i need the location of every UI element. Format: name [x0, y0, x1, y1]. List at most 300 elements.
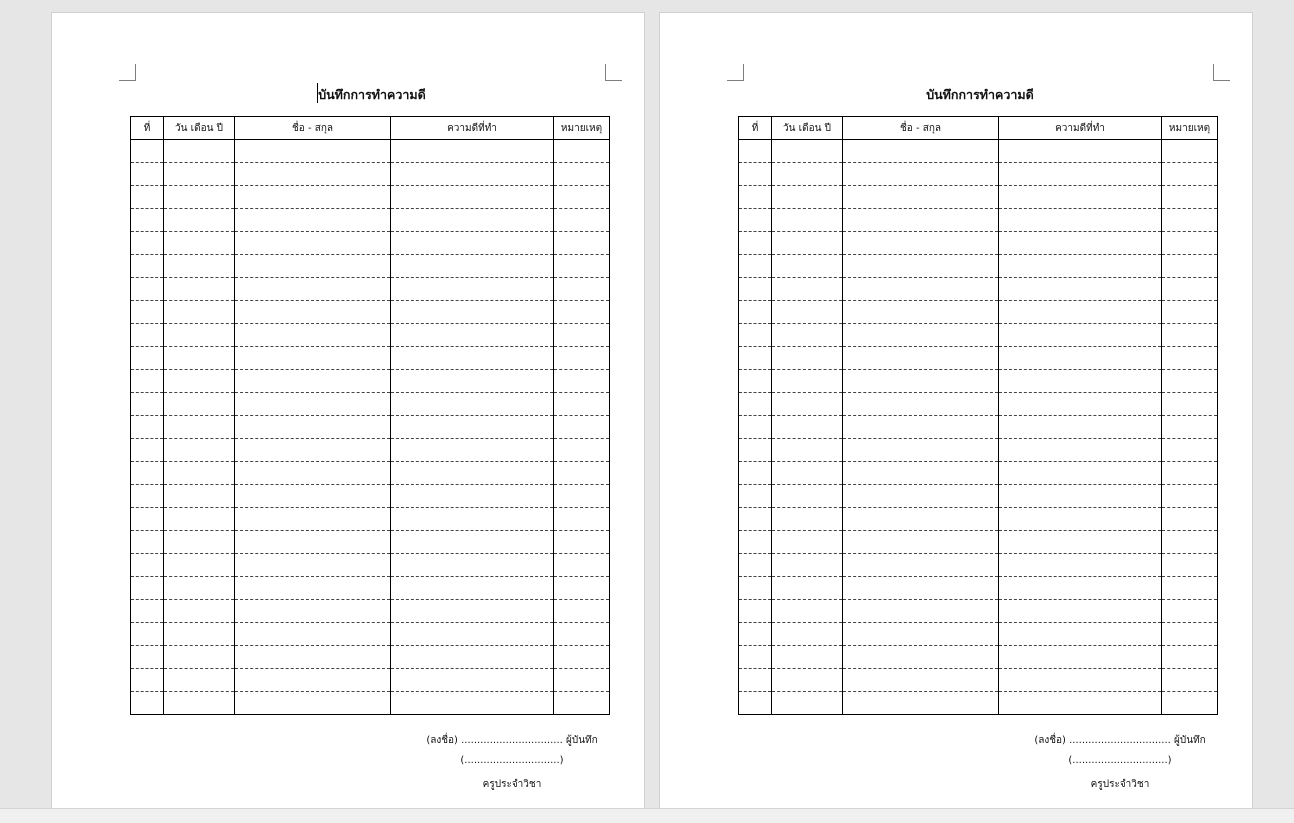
table-cell[interactable]: [131, 600, 164, 623]
table-cell[interactable]: [554, 278, 610, 301]
table-cell[interactable]: [999, 209, 1162, 232]
table-cell[interactable]: [1162, 370, 1218, 393]
signature-line: (ลงชื่อ) ................................ ผู้บันทึก: [1034, 735, 1206, 746]
table-cell[interactable]: [131, 393, 164, 416]
table-cell[interactable]: [131, 554, 164, 577]
table-cell[interactable]: [999, 278, 1162, 301]
table-cell[interactable]: [999, 508, 1162, 531]
table-cell[interactable]: [164, 485, 235, 508]
table-cell[interactable]: [1162, 692, 1218, 715]
table-cell[interactable]: [739, 669, 772, 692]
table-cell[interactable]: [554, 163, 610, 186]
table-cell[interactable]: [739, 462, 772, 485]
table-cell[interactable]: [772, 370, 843, 393]
table-cell[interactable]: [772, 669, 843, 692]
table-cell[interactable]: [235, 232, 391, 255]
table-cell[interactable]: [739, 347, 772, 370]
table-cell[interactable]: [554, 669, 610, 692]
table-cell[interactable]: [391, 692, 554, 715]
table-cell[interactable]: [391, 554, 554, 577]
table-cell[interactable]: [772, 439, 843, 462]
table-cell[interactable]: [739, 370, 772, 393]
table-cell[interactable]: [391, 439, 554, 462]
table-cell[interactable]: [999, 577, 1162, 600]
table-cell[interactable]: [391, 531, 554, 554]
table-cell[interactable]: [235, 186, 391, 209]
table-cell[interactable]: [131, 209, 164, 232]
table-cell[interactable]: [391, 623, 554, 646]
table-cell[interactable]: [164, 140, 235, 163]
table-cell[interactable]: [1162, 508, 1218, 531]
table-cell[interactable]: [391, 140, 554, 163]
table-cell[interactable]: [772, 393, 843, 416]
table-cell[interactable]: [1162, 485, 1218, 508]
table-cell[interactable]: [1162, 255, 1218, 278]
table-cell[interactable]: [391, 232, 554, 255]
table-cell[interactable]: [843, 485, 999, 508]
table-cell[interactable]: [843, 301, 999, 324]
signature-role: ครูประจำวิชา: [482, 779, 542, 790]
table-cell[interactable]: [739, 163, 772, 186]
table-cell[interactable]: [235, 163, 391, 186]
table-cell[interactable]: [772, 255, 843, 278]
table-cell[interactable]: [772, 232, 843, 255]
table-cell[interactable]: [999, 232, 1162, 255]
table-cell[interactable]: [554, 462, 610, 485]
table-cell[interactable]: [554, 692, 610, 715]
table-cell[interactable]: [554, 508, 610, 531]
table-cell[interactable]: [772, 324, 843, 347]
table-cell[interactable]: [843, 393, 999, 416]
margin-corner-top-right: [605, 64, 622, 81]
table-row: [739, 278, 1218, 301]
table-cell[interactable]: [772, 140, 843, 163]
table-row: [739, 163, 1218, 186]
table-cell[interactable]: [772, 577, 843, 600]
table-cell[interactable]: [1162, 347, 1218, 370]
table-row: [739, 186, 1218, 209]
table-cell[interactable]: [843, 531, 999, 554]
table-cell[interactable]: [739, 508, 772, 531]
table-cell[interactable]: [999, 485, 1162, 508]
table-cell[interactable]: [131, 508, 164, 531]
table-row: [739, 416, 1218, 439]
table-cell[interactable]: [843, 347, 999, 370]
table-cell[interactable]: [131, 232, 164, 255]
table-cell[interactable]: [164, 669, 235, 692]
table-cell[interactable]: [843, 186, 999, 209]
table-cell[interactable]: [554, 623, 610, 646]
table-row: [739, 600, 1218, 623]
table-cell[interactable]: [235, 370, 391, 393]
record-table: [130, 116, 610, 715]
header-name: ชื่อ - สกุล: [843, 117, 999, 140]
table-cell[interactable]: [1162, 669, 1218, 692]
table-cell[interactable]: [235, 623, 391, 646]
table-cell[interactable]: [554, 209, 610, 232]
table-row: [131, 186, 610, 209]
table-cell[interactable]: [554, 393, 610, 416]
table-cell[interactable]: [772, 646, 843, 669]
table-cell[interactable]: [131, 370, 164, 393]
table-cell[interactable]: [391, 462, 554, 485]
table-cell[interactable]: [164, 531, 235, 554]
table-cell[interactable]: [391, 324, 554, 347]
table-cell[interactable]: [235, 301, 391, 324]
header-number: ที่: [131, 117, 164, 140]
table-cell[interactable]: [772, 301, 843, 324]
table-cell[interactable]: [999, 186, 1162, 209]
table-cell[interactable]: [554, 186, 610, 209]
table-cell[interactable]: [131, 669, 164, 692]
table-cell[interactable]: [772, 554, 843, 577]
table-cell[interactable]: [772, 347, 843, 370]
table-cell[interactable]: [999, 439, 1162, 462]
table-cell[interactable]: [235, 393, 391, 416]
table-cell[interactable]: [843, 163, 999, 186]
table-cell[interactable]: [843, 209, 999, 232]
table-cell[interactable]: [1162, 623, 1218, 646]
table-cell[interactable]: [739, 554, 772, 577]
table-cell[interactable]: [999, 163, 1162, 186]
table-cell[interactable]: [1162, 209, 1218, 232]
table-cell[interactable]: [1162, 554, 1218, 577]
table-cell[interactable]: [164, 554, 235, 577]
table-row: [739, 439, 1218, 462]
table-cell[interactable]: [739, 485, 772, 508]
table-cell[interactable]: [131, 462, 164, 485]
table-row: [739, 646, 1218, 669]
table-cell[interactable]: [999, 255, 1162, 278]
table-cell[interactable]: [235, 485, 391, 508]
table-cell[interactable]: [843, 324, 999, 347]
table-row: [739, 140, 1218, 163]
table-cell[interactable]: [235, 669, 391, 692]
table-cell[interactable]: [843, 255, 999, 278]
table-cell[interactable]: [164, 416, 235, 439]
table-cell[interactable]: [554, 577, 610, 600]
table-cell[interactable]: [554, 324, 610, 347]
table-row: [739, 485, 1218, 508]
table-cell[interactable]: [843, 462, 999, 485]
table-cell[interactable]: [235, 462, 391, 485]
table-cell[interactable]: [235, 646, 391, 669]
table-cell[interactable]: [131, 531, 164, 554]
table-cell[interactable]: [1162, 278, 1218, 301]
table-cell[interactable]: [131, 140, 164, 163]
table-row: [739, 370, 1218, 393]
table-cell[interactable]: [739, 577, 772, 600]
table-cell[interactable]: [1162, 324, 1218, 347]
table-cell[interactable]: [1162, 163, 1218, 186]
table-cell[interactable]: [235, 255, 391, 278]
table-cell[interactable]: [739, 531, 772, 554]
table-cell[interactable]: [164, 347, 235, 370]
table-cell[interactable]: [739, 393, 772, 416]
table-cell[interactable]: [739, 692, 772, 715]
table-row: [131, 577, 610, 600]
table-cell[interactable]: [131, 186, 164, 209]
table-cell[interactable]: [131, 255, 164, 278]
table-cell[interactable]: [999, 462, 1162, 485]
table-cell[interactable]: [554, 301, 610, 324]
table-cell[interactable]: [131, 324, 164, 347]
table-cell[interactable]: [999, 554, 1162, 577]
table-cell[interactable]: [164, 692, 235, 715]
table-cell[interactable]: [164, 278, 235, 301]
table-cell[interactable]: [391, 209, 554, 232]
table-cell[interactable]: [772, 278, 843, 301]
table-cell[interactable]: [999, 600, 1162, 623]
table-cell[interactable]: [739, 232, 772, 255]
margin-corner-top-left: [119, 64, 136, 81]
table-cell[interactable]: [131, 278, 164, 301]
document-title[interactable]: บันทึกการทำความดี: [318, 87, 426, 102]
table-cell[interactable]: [131, 623, 164, 646]
margin-corner-top-right: [1213, 64, 1230, 81]
table-cell[interactable]: [843, 439, 999, 462]
table-cell[interactable]: [554, 439, 610, 462]
table-cell[interactable]: [772, 163, 843, 186]
table-cell[interactable]: [164, 255, 235, 278]
table-cell[interactable]: [554, 347, 610, 370]
table-cell[interactable]: [391, 255, 554, 278]
table-cell[interactable]: [999, 301, 1162, 324]
table-row: [131, 646, 610, 669]
table-cell[interactable]: [999, 531, 1162, 554]
table-cell[interactable]: [391, 370, 554, 393]
table-row: [739, 347, 1218, 370]
table-cell[interactable]: [131, 439, 164, 462]
table-cell[interactable]: [391, 278, 554, 301]
table-cell[interactable]: [164, 324, 235, 347]
table-cell[interactable]: [843, 692, 999, 715]
table-cell[interactable]: [131, 577, 164, 600]
table-cell[interactable]: [772, 508, 843, 531]
table-cell[interactable]: [772, 600, 843, 623]
table-cell[interactable]: [772, 416, 843, 439]
table-cell[interactable]: [235, 531, 391, 554]
table-row: [131, 669, 610, 692]
table-cell[interactable]: [1162, 140, 1218, 163]
table-cell[interactable]: [1162, 301, 1218, 324]
table-cell[interactable]: [164, 393, 235, 416]
table-cell[interactable]: [235, 508, 391, 531]
table-cell[interactable]: [999, 370, 1162, 393]
table-cell[interactable]: [554, 646, 610, 669]
table-row: [131, 163, 610, 186]
table-cell[interactable]: [772, 485, 843, 508]
table-cell[interactable]: [131, 692, 164, 715]
table-cell[interactable]: [772, 462, 843, 485]
table-cell[interactable]: [999, 669, 1162, 692]
table-cell[interactable]: [131, 163, 164, 186]
table-row: [131, 508, 610, 531]
table-cell[interactable]: [1162, 600, 1218, 623]
table-cell[interactable]: [235, 692, 391, 715]
table-cell[interactable]: [1162, 186, 1218, 209]
table-cell[interactable]: [843, 278, 999, 301]
table-cell[interactable]: [131, 301, 164, 324]
table-cell[interactable]: [999, 347, 1162, 370]
table-cell[interactable]: [391, 301, 554, 324]
signature-role: ครูประจำวิชา: [1090, 779, 1150, 790]
table-cell[interactable]: [391, 163, 554, 186]
table-cell[interactable]: [391, 600, 554, 623]
table-cell[interactable]: [843, 232, 999, 255]
table-cell[interactable]: [772, 186, 843, 209]
table-cell[interactable]: [739, 416, 772, 439]
table-cell[interactable]: [235, 347, 391, 370]
header-date: วัน เดือน ปี: [164, 117, 235, 140]
table-cell[interactable]: [843, 669, 999, 692]
table-row: [131, 692, 610, 715]
header-remarks: หมายเหตุ: [554, 117, 610, 140]
table-cell[interactable]: [843, 600, 999, 623]
table-cell[interactable]: [554, 416, 610, 439]
table-cell[interactable]: [554, 485, 610, 508]
table-row: [739, 669, 1218, 692]
table-cell[interactable]: [131, 347, 164, 370]
table-cell[interactable]: [772, 209, 843, 232]
table-cell[interactable]: [739, 324, 772, 347]
table-cell[interactable]: [739, 278, 772, 301]
table-cell[interactable]: [999, 692, 1162, 715]
table-cell[interactable]: [235, 324, 391, 347]
table-cell[interactable]: [235, 278, 391, 301]
table-row: [131, 623, 610, 646]
table-cell[interactable]: [164, 186, 235, 209]
table-cell[interactable]: [164, 600, 235, 623]
table-cell[interactable]: [1162, 232, 1218, 255]
document-title[interactable]: บันทึกการทำความดี: [926, 87, 1034, 102]
table-cell[interactable]: [164, 301, 235, 324]
table-cell[interactable]: [772, 692, 843, 715]
table-cell[interactable]: [164, 462, 235, 485]
table-cell[interactable]: [164, 370, 235, 393]
table-row: [739, 462, 1218, 485]
table-cell[interactable]: [131, 416, 164, 439]
table-row: [131, 301, 610, 324]
table-row: [739, 393, 1218, 416]
table-cell[interactable]: [554, 531, 610, 554]
table-cell[interactable]: [999, 416, 1162, 439]
table-row: [131, 255, 610, 278]
table-row: [739, 301, 1218, 324]
table-cell[interactable]: [739, 186, 772, 209]
table-cell[interactable]: [843, 623, 999, 646]
table-cell[interactable]: [554, 255, 610, 278]
table-cell[interactable]: [391, 646, 554, 669]
table-cell[interactable]: [131, 646, 164, 669]
table-cell[interactable]: [843, 554, 999, 577]
table-cell[interactable]: [843, 140, 999, 163]
table-cell[interactable]: [1162, 462, 1218, 485]
document-page-2[interactable]: [659, 12, 1253, 812]
table-cell[interactable]: [164, 577, 235, 600]
table-cell[interactable]: [739, 623, 772, 646]
table-cell[interactable]: [1162, 393, 1218, 416]
table-cell[interactable]: [843, 370, 999, 393]
header-good-deed: ความดีที่ทำ: [999, 117, 1162, 140]
table-row: [131, 462, 610, 485]
table-cell[interactable]: [164, 439, 235, 462]
table-cell[interactable]: [235, 600, 391, 623]
table-cell[interactable]: [999, 324, 1162, 347]
table-cell[interactable]: [391, 508, 554, 531]
table-cell[interactable]: [235, 554, 391, 577]
table-cell[interactable]: [164, 163, 235, 186]
table-cell[interactable]: [843, 646, 999, 669]
table-cell[interactable]: [843, 416, 999, 439]
table-cell[interactable]: [843, 508, 999, 531]
table-cell[interactable]: [131, 485, 164, 508]
table-cell[interactable]: [843, 577, 999, 600]
table-cell[interactable]: [235, 577, 391, 600]
table-row: [739, 623, 1218, 646]
table-cell[interactable]: [235, 416, 391, 439]
table-cell[interactable]: [391, 485, 554, 508]
table-row: [131, 278, 610, 301]
table-cell[interactable]: [739, 600, 772, 623]
table-header-row: [739, 117, 1218, 140]
table-cell[interactable]: [164, 232, 235, 255]
table-cell[interactable]: [554, 140, 610, 163]
table-row: [739, 692, 1218, 715]
table-cell[interactable]: [1162, 439, 1218, 462]
table-cell[interactable]: [164, 508, 235, 531]
table-cell[interactable]: [999, 623, 1162, 646]
table-cell[interactable]: [235, 140, 391, 163]
table-cell[interactable]: [391, 347, 554, 370]
table-cell[interactable]: [739, 301, 772, 324]
table-cell[interactable]: [391, 577, 554, 600]
table-cell[interactable]: [739, 646, 772, 669]
table-cell[interactable]: [554, 232, 610, 255]
table-cell[interactable]: [999, 646, 1162, 669]
table-cell[interactable]: [1162, 646, 1218, 669]
table-row: [739, 554, 1218, 577]
table-cell[interactable]: [391, 669, 554, 692]
table-cell[interactable]: [164, 623, 235, 646]
table-cell[interactable]: [772, 623, 843, 646]
table-cell[interactable]: [739, 140, 772, 163]
table-cell[interactable]: [1162, 416, 1218, 439]
table-row: [131, 209, 610, 232]
table-cell[interactable]: [235, 439, 391, 462]
table-cell[interactable]: [164, 646, 235, 669]
table-cell[interactable]: [391, 186, 554, 209]
table-cell[interactable]: [772, 531, 843, 554]
table-cell[interactable]: [999, 393, 1162, 416]
document-page-1[interactable]: [51, 12, 645, 812]
table-cell[interactable]: [554, 600, 610, 623]
table-cell[interactable]: [739, 209, 772, 232]
record-table: [738, 116, 1218, 715]
table-cell[interactable]: [1162, 577, 1218, 600]
table-cell[interactable]: [739, 439, 772, 462]
table-cell[interactable]: [391, 416, 554, 439]
table-cell[interactable]: [739, 255, 772, 278]
table-cell[interactable]: [999, 140, 1162, 163]
table-cell[interactable]: [554, 554, 610, 577]
table-cell[interactable]: [164, 209, 235, 232]
table-cell[interactable]: [235, 209, 391, 232]
table-cell[interactable]: [1162, 531, 1218, 554]
table-cell[interactable]: [391, 393, 554, 416]
table-cell[interactable]: [554, 370, 610, 393]
table-row: [739, 577, 1218, 600]
